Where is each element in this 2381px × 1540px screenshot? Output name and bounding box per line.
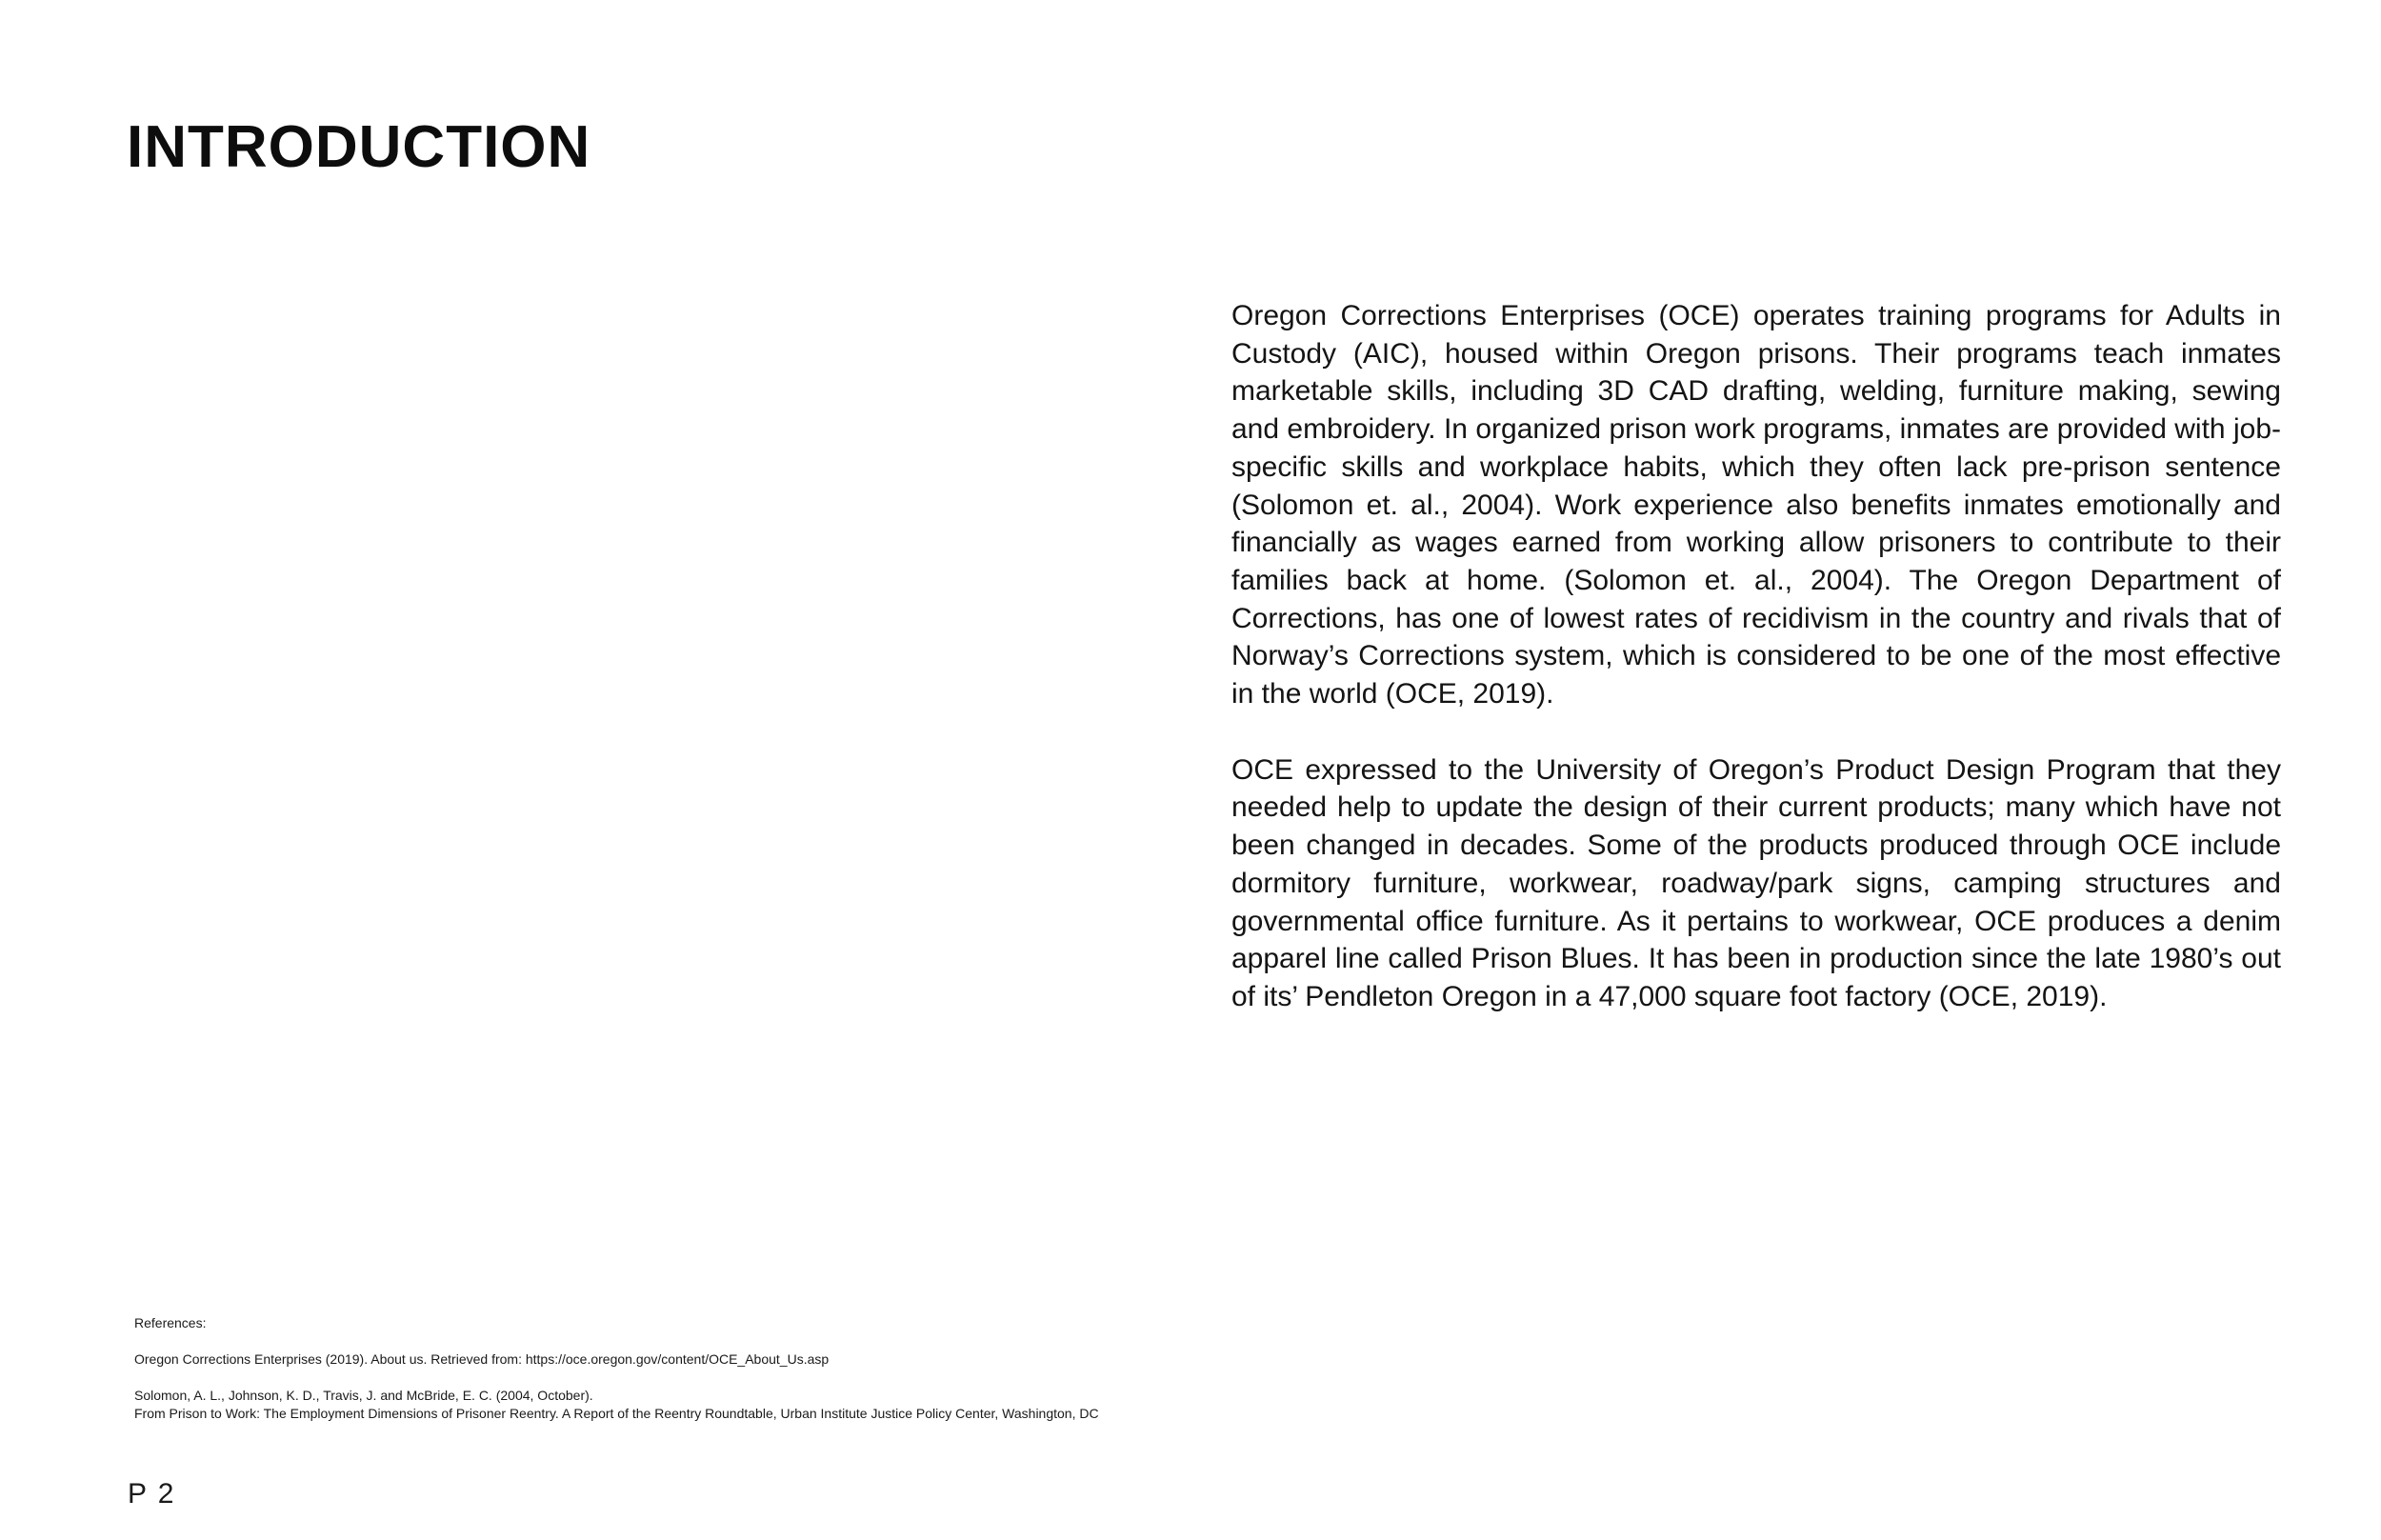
page-title: INTRODUCTION <box>127 114 591 180</box>
page-number: P 2 <box>128 1478 176 1510</box>
reference-entry <box>134 1350 1372 1369</box>
reference-entry-text-continued: From Prison to Work: The Employment Dimensions of Prisoner Reentry. A Report of the Reentry Roundtable, Urban Institute Justice Policy Center, Washington, DC <box>134 1406 1099 1421</box>
introduction-body <box>1231 297 2281 1016</box>
references-heading: References: <box>134 1315 207 1330</box>
reference-entry <box>134 1387 1372 1423</box>
reference-entry-text: Oregon Corrections Enterprises (2019). About us. Retrieved from: https://oce.oregon.gov/content/OCE_About_Us.asp <box>134 1351 830 1367</box>
body-paragraph-1: Oregon Corrections Enterprises (OCE) operates training programs for Adults in Custody (AIC), housed within Oregon prisons. Their programs teach inmates marketable skills, including 3D CAD drafting, welding, furniture making, sewing and embroidery. In organized prison work programs, inmates are provided with job-specific skills and workplace habits, which they often lack pre-prison sentence (Solomon et. al., 2004). Work experience also benefits inmates emotionally and financially as wages earned from working allow prisoners to contribute to their families back at home. (Solomon et. al., 2004). The Oregon Department of Corrections, has one of lowest rates of recidivism in the country and rivals that of Norway’s Corrections system, which is considered to be one of the most effective in the world (OCE, 2019). <box>1231 300 2281 710</box>
body-paragraph-2: OCE expressed to the University of Oregon’s Product Design Program that they needed help to update the design of their current products; many which have not been changed in decades. Some of the products produced through OCE include dormitory furniture, workwear, roadway/park signs, camping structures and governmental office furniture. As it pertains to workwear, OCE produces a denim apparel line called Prison Blues. It has been in production since the late 1980’s out of its’ Pendleton Oregon in a 47,000 square foot factory (OCE, 2019). <box>1231 753 2281 1012</box>
reference-entry-text: Solomon, A. L., Johnson, K. D., Travis, J. and McBride, E. C. (2004, October). <box>134 1388 593 1403</box>
references-section <box>134 1314 1372 1441</box>
